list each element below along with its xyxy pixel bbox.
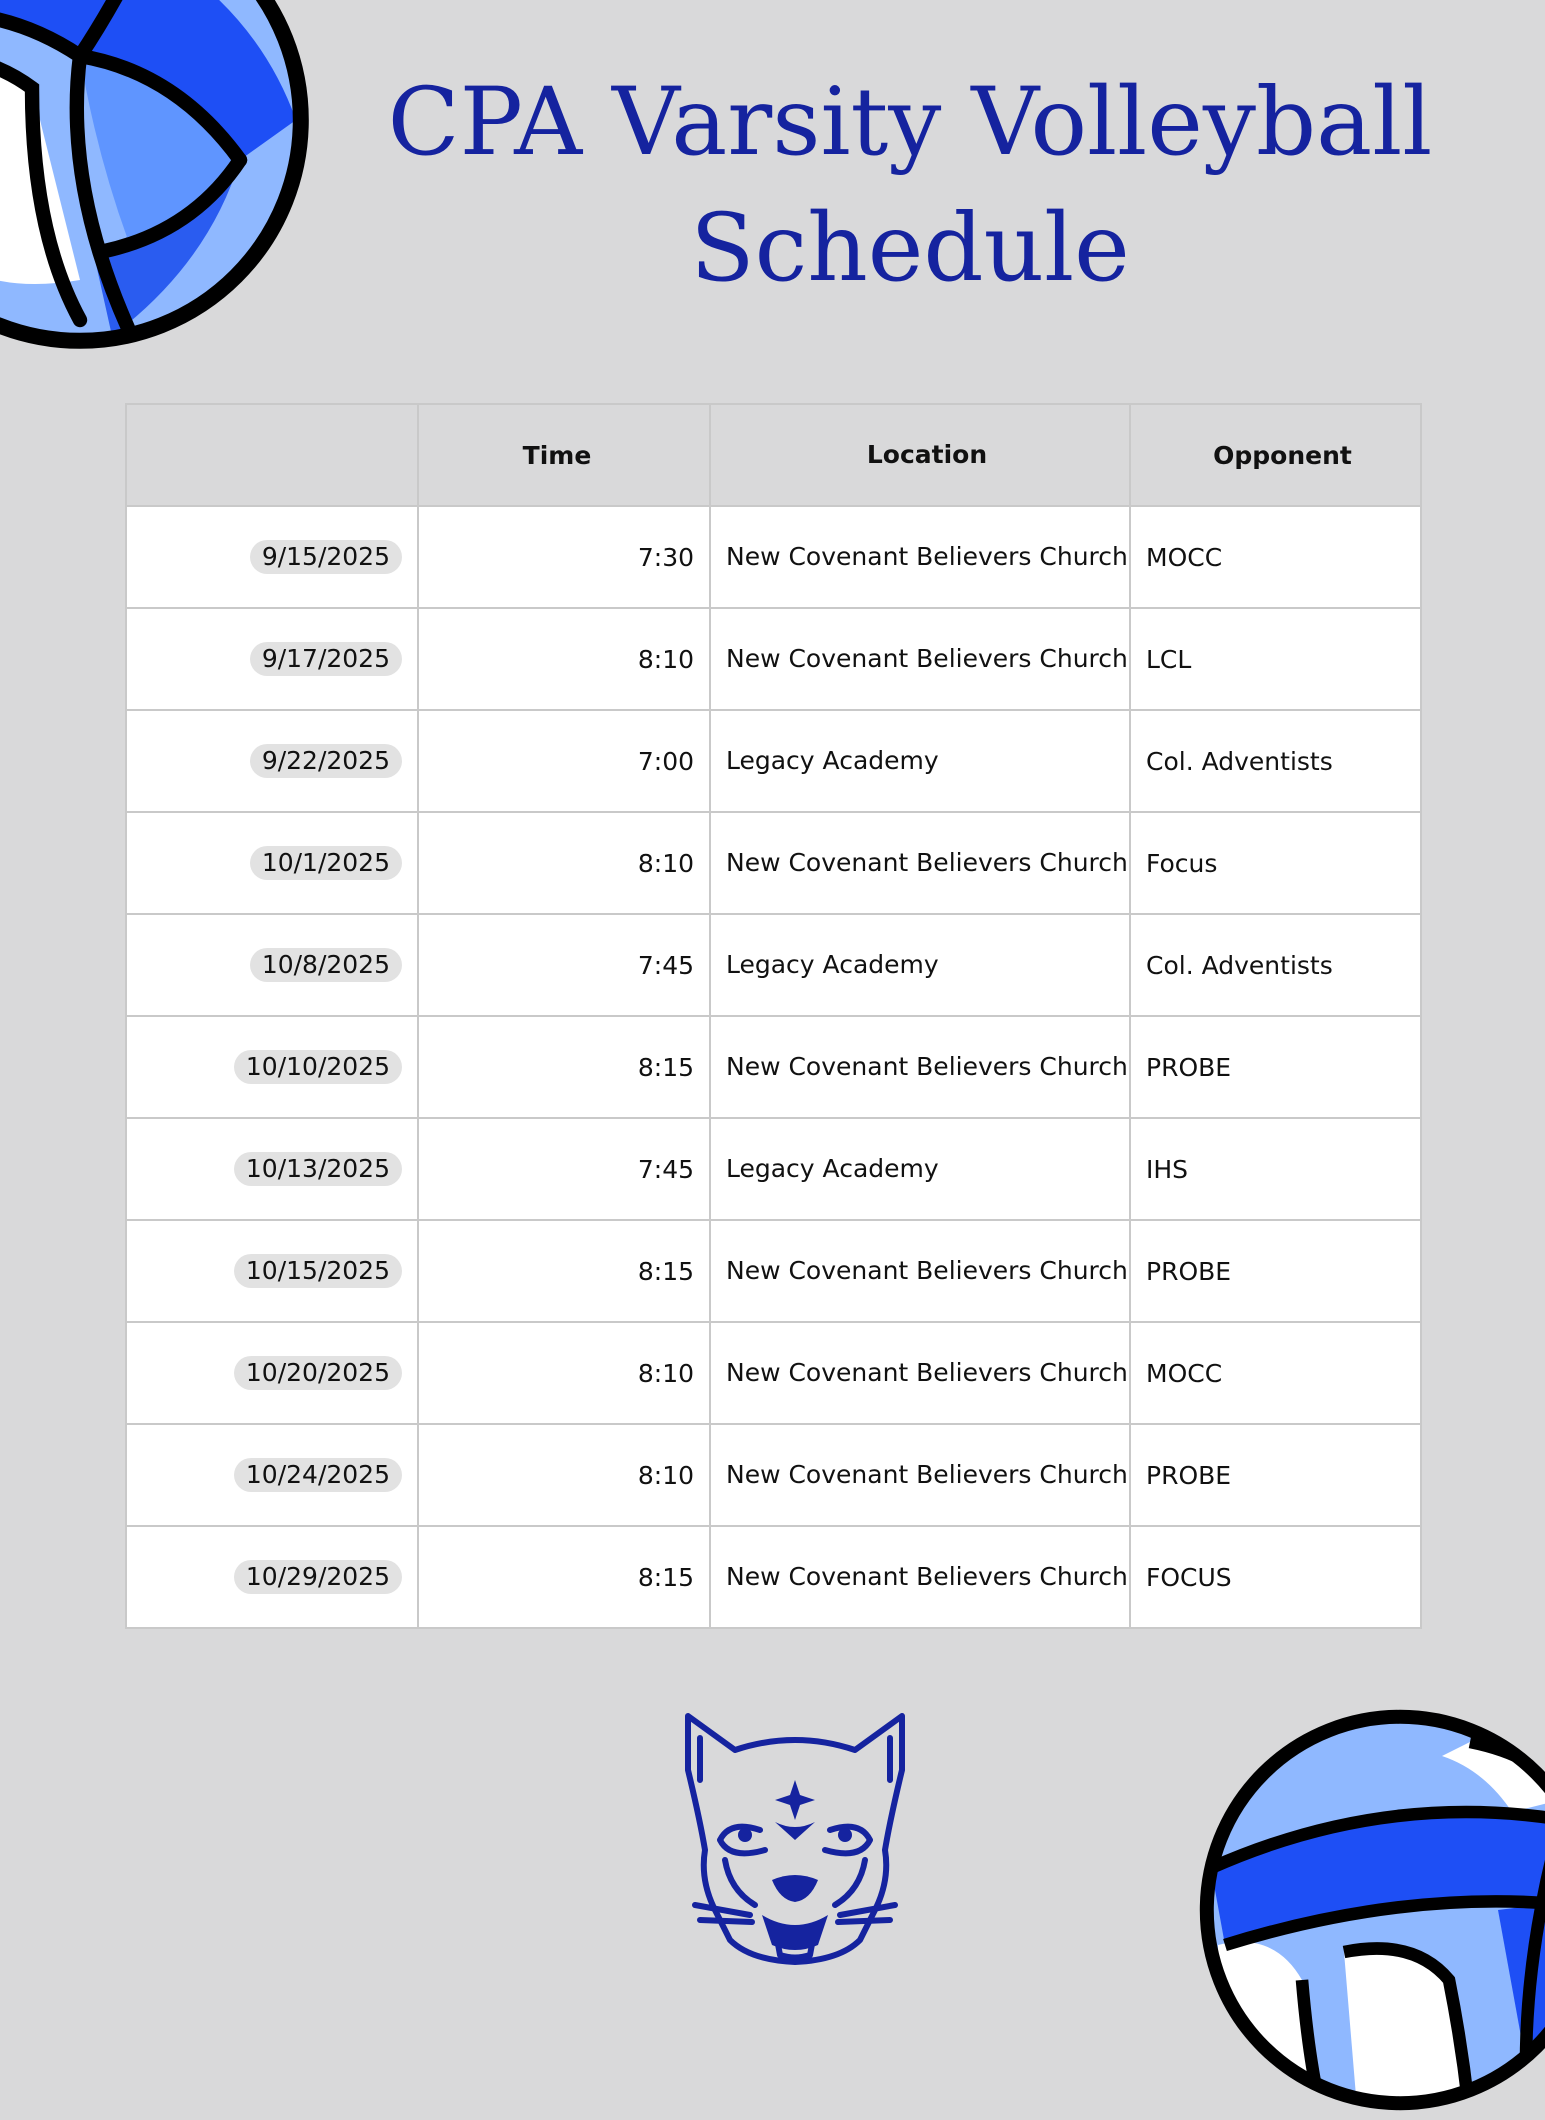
opponent-cell: Focus <box>1130 812 1421 914</box>
date-chip: 10/24/2025 <box>234 1458 402 1492</box>
location-cell: New Covenant Believers Church <box>710 1016 1130 1118</box>
date-chip: 10/10/2025 <box>234 1050 402 1084</box>
opponent-cell: Col. Adventists <box>1130 710 1421 812</box>
opponent-cell: FOCUS <box>1130 1526 1421 1628</box>
date-cell <box>126 1322 418 1424</box>
schedule-table <box>125 403 1422 1629</box>
opponent-cell: PROBE <box>1130 1220 1421 1322</box>
date-cell <box>126 1526 418 1628</box>
opponent-cell: PROBE <box>1130 1016 1421 1118</box>
table-row <box>126 608 1421 710</box>
location-cell: Legacy Academy <box>710 1118 1130 1220</box>
opponent-cell: IHS <box>1130 1118 1421 1220</box>
location-cell: New Covenant Believers Church <box>710 1322 1130 1424</box>
date-cell <box>126 1118 418 1220</box>
date-chip: 9/22/2025 <box>250 744 402 778</box>
time-cell: 7:45 <box>418 1118 710 1220</box>
location-cell: New Covenant Believers Church <box>710 1526 1130 1628</box>
table-row <box>126 1322 1421 1424</box>
date-cell <box>126 1016 418 1118</box>
date-chip: 10/1/2025 <box>250 846 402 880</box>
table-row <box>126 1118 1421 1220</box>
date-cell <box>126 914 418 1016</box>
time-cell: 7:45 <box>418 914 710 1016</box>
date-cell <box>126 812 418 914</box>
date-chip: 10/15/2025 <box>234 1254 402 1288</box>
date-cell <box>126 506 418 608</box>
table-row <box>126 914 1421 1016</box>
time-cell: 8:15 <box>418 1220 710 1322</box>
location-cell: New Covenant Believers Church <box>710 608 1130 710</box>
table-row <box>126 710 1421 812</box>
date-cell <box>126 608 418 710</box>
location-cell: New Covenant Believers Church <box>710 1220 1130 1322</box>
volleyball-icon <box>0 0 320 370</box>
header-time: Time <box>418 404 710 506</box>
date-chip: 9/17/2025 <box>250 642 402 676</box>
date-cell <box>126 1220 418 1322</box>
table-row <box>126 1526 1421 1628</box>
table-header-row <box>126 404 1421 506</box>
time-cell: 8:10 <box>418 608 710 710</box>
date-chip: 10/20/2025 <box>234 1356 402 1390</box>
time-cell: 8:10 <box>418 1322 710 1424</box>
location-cell: Legacy Academy <box>710 914 1130 1016</box>
location-cell: New Covenant Believers Church <box>710 506 1130 608</box>
date-cell <box>126 710 418 812</box>
time-cell: 8:15 <box>418 1016 710 1118</box>
table-row <box>126 1016 1421 1118</box>
cougar-head-icon <box>680 1710 910 1970</box>
date-chip: 10/8/2025 <box>250 948 402 982</box>
table-row <box>126 1424 1421 1526</box>
location-cell: New Covenant Believers Church <box>710 812 1130 914</box>
header-opponent: Opponent <box>1130 404 1421 506</box>
date-chip: 10/29/2025 <box>234 1560 402 1594</box>
table-row <box>126 1220 1421 1322</box>
time-cell: 8:15 <box>418 1526 710 1628</box>
time-cell: 7:00 <box>418 710 710 812</box>
date-cell <box>126 1424 418 1526</box>
date-chip: 10/13/2025 <box>234 1152 402 1186</box>
location-cell: Legacy Academy <box>710 710 1130 812</box>
page-title: CPA Varsity Volleyball Schedule <box>387 68 1433 303</box>
header-date <box>126 404 418 506</box>
opponent-cell: MOCC <box>1130 1322 1421 1424</box>
time-cell: 7:30 <box>418 506 710 608</box>
opponent-cell: LCL <box>1130 608 1421 710</box>
opponent-cell: PROBE <box>1130 1424 1421 1526</box>
date-chip: 9/15/2025 <box>250 540 402 574</box>
location-cell: New Covenant Believers Church <box>710 1424 1130 1526</box>
opponent-cell: MOCC <box>1130 506 1421 608</box>
time-cell: 8:10 <box>418 1424 710 1526</box>
opponent-cell: Col. Adventists <box>1130 914 1421 1016</box>
table-row <box>126 506 1421 608</box>
time-cell: 8:10 <box>418 812 710 914</box>
volleyball-icon <box>1190 1700 1545 2120</box>
table-row <box>126 812 1421 914</box>
header-location: Location <box>710 404 1130 506</box>
